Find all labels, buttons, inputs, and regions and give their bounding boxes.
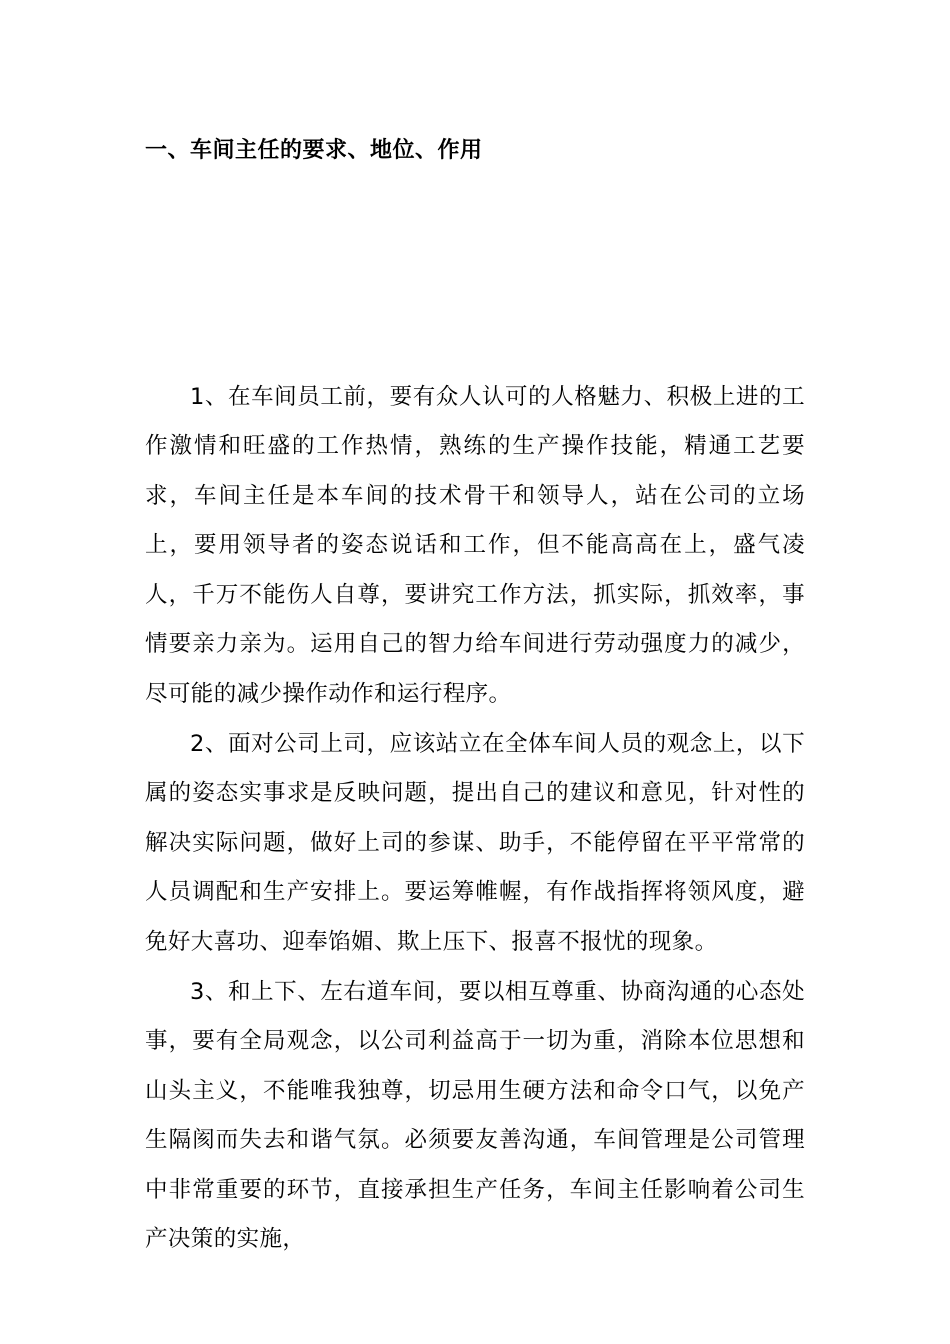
paragraph-3: 3、和上下、左右道车间，要以相互尊重、协商沟通的心态处事，要有全局观念，以公司利益高于一切为重，消除本位思想和山头主义，不能唯我独尊，切忌用生硬方法和命令口气，以免产生隔阂而失去和谐气氛。必须要友善沟通，车间管理是公司管理中非常重要的环节，直接承担生产任务，车间主任影响着公司生产决策的实施， [145, 978, 805, 1252]
paragraph-1: 1、在车间员工前，要有众人认可的人格魅力、积极上进的工作激情和旺盛的工作热情，熟练的生产操作技能，精通工艺要求，车间主任是本车间的技术骨干和领导人，站在公司的立场上，要用领导者的姿态说话和工作，但不能高高在上，盛气凌人，千万不能伤人自尊，要讲究工作方法，抓实际，抓效率，事情要亲力亲为。运用自己的智力给车间进行劳动强度力的减少，尽可能的减少操作动作和运行程序。 [145, 383, 805, 707]
section-heading: 一、车间主任的要求、地位、作用 [145, 138, 483, 163]
paragraph-2: 2、面对公司上司，应该站立在全体车间人员的观念上，以下属的姿态实事求是反映问题，提出自己的建议和意见，针对性的解决实际问题，做好上司的参谋、助手，不能停留在平平常常的人员调配和生产安排上。要运筹帷幄，有作战指挥将领风度，避免好大喜功、迎奉馅媚、欺上压下、报喜不报忧的现象。 [145, 730, 805, 955]
